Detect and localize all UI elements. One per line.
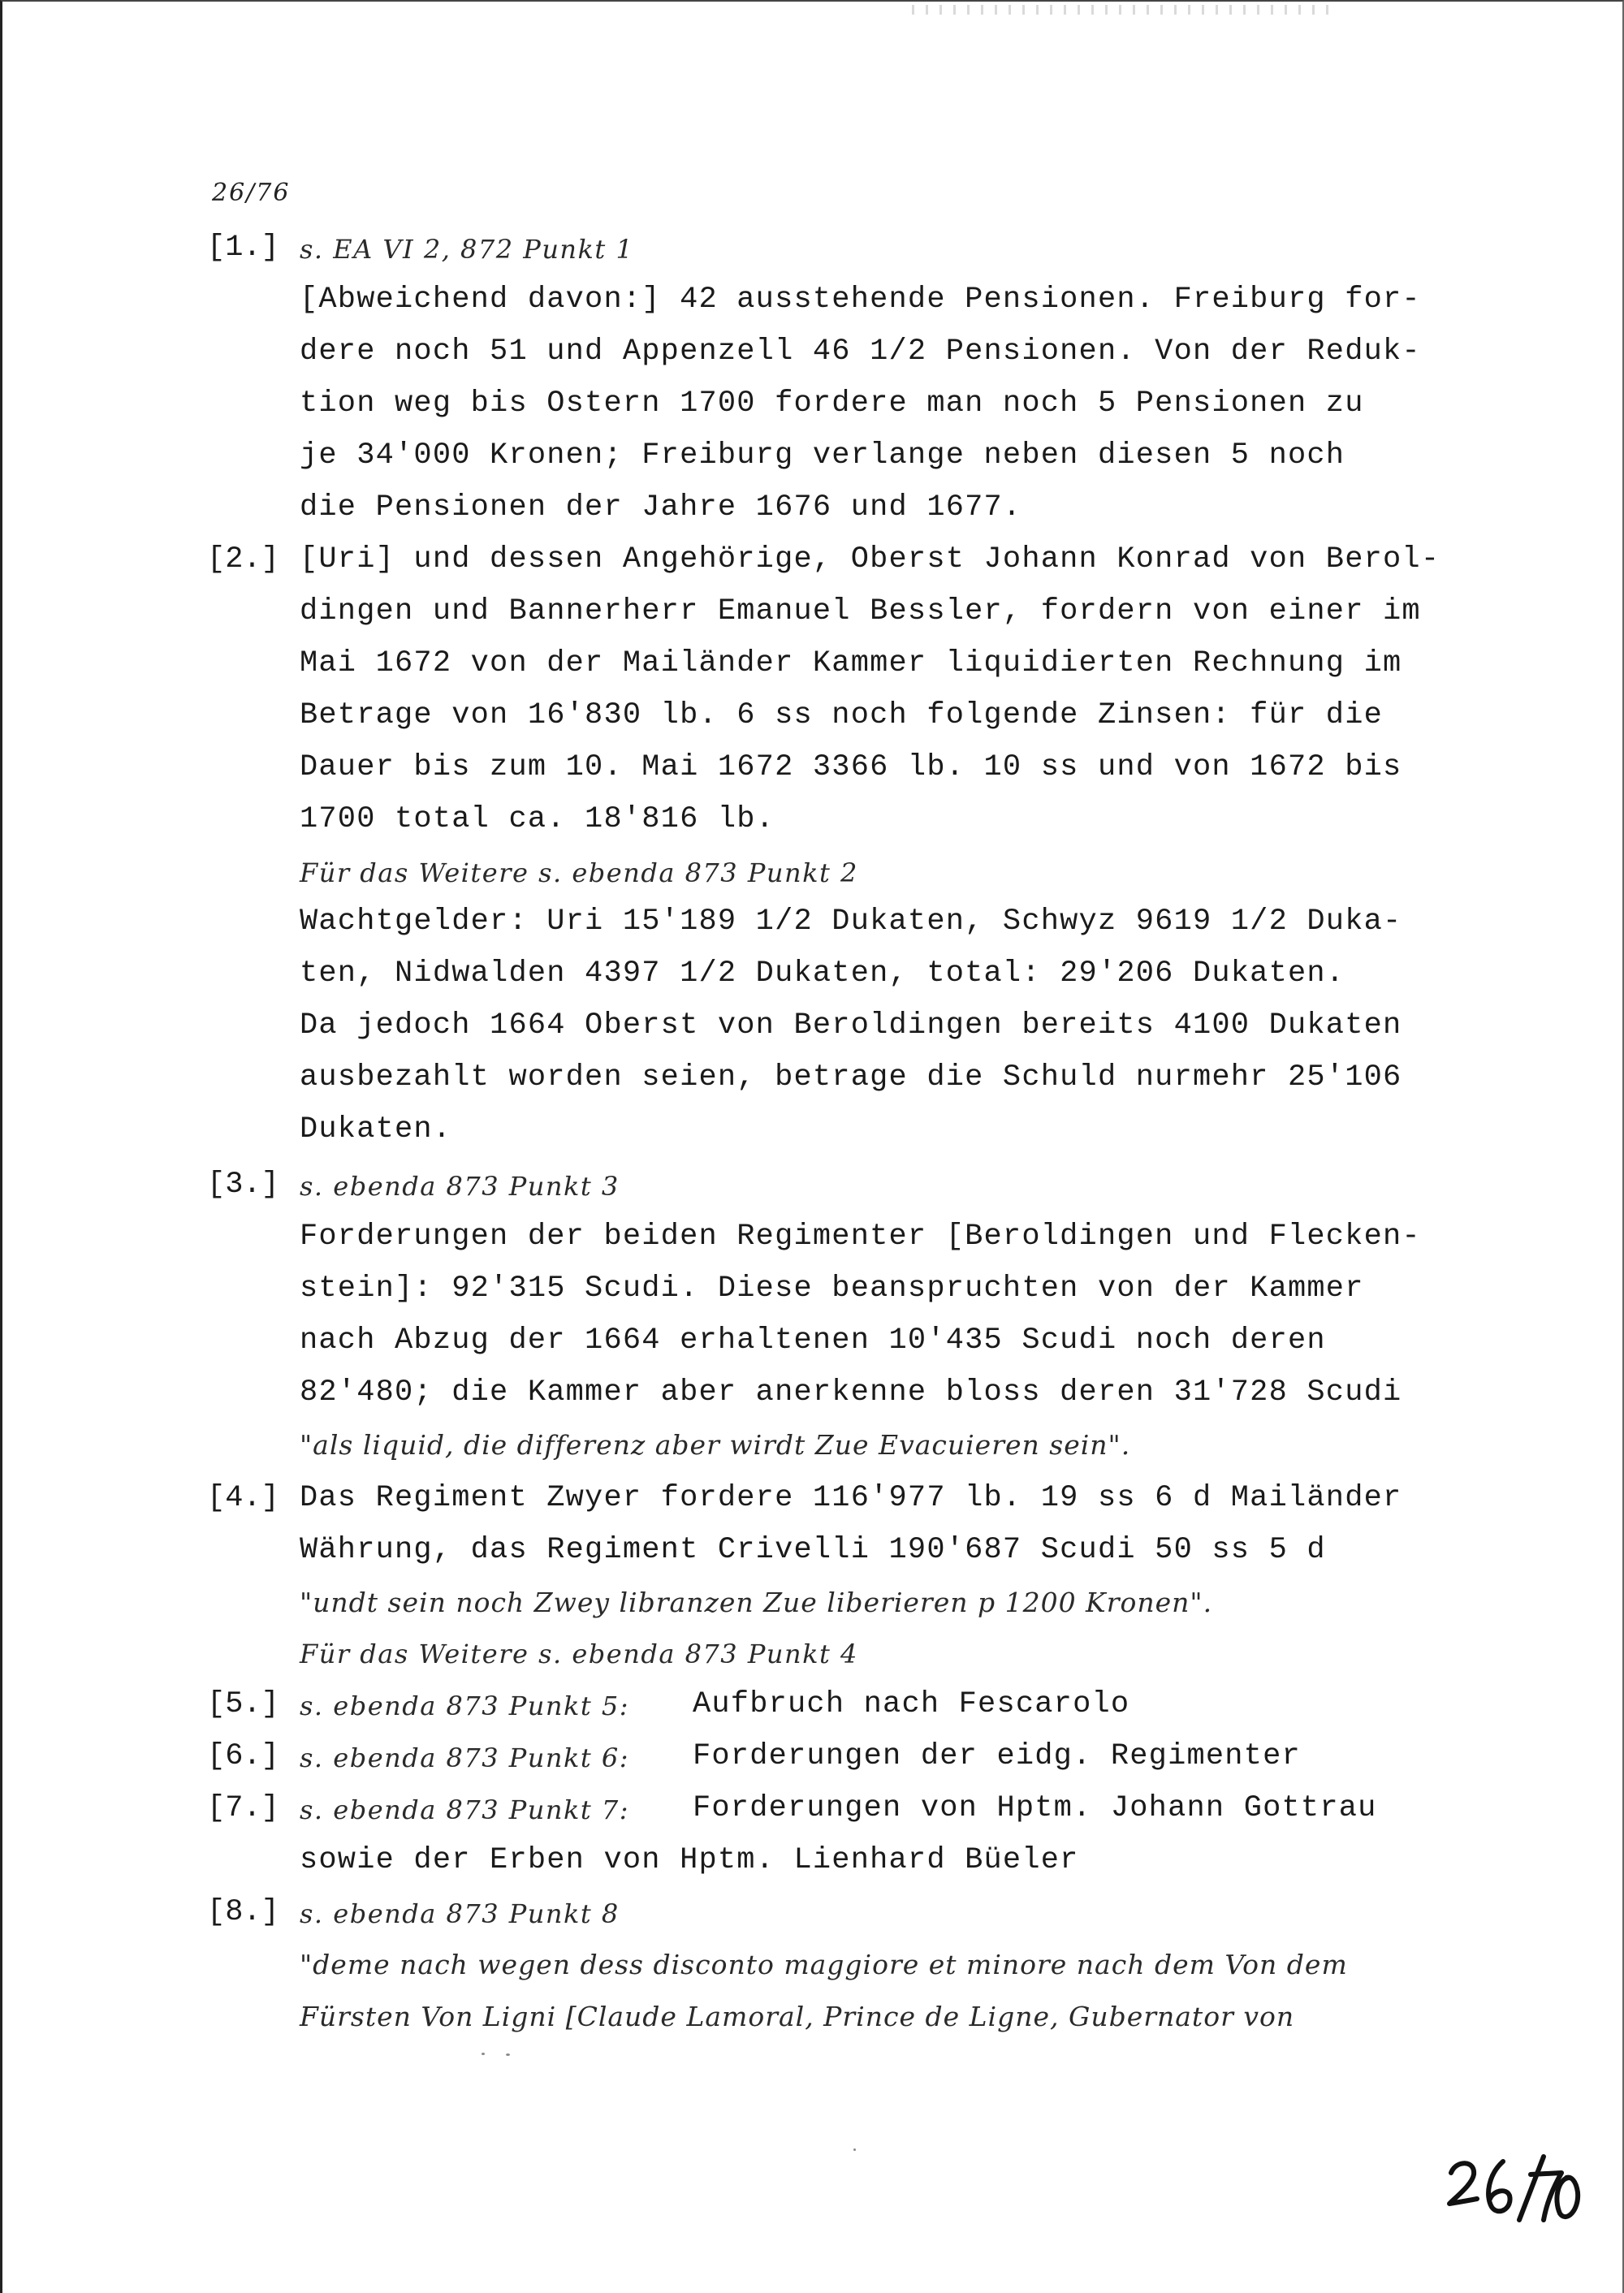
- entry-5-reference: s. ebenda 873 Punkt 5:: [300, 1691, 630, 1721]
- entry-number-7: [7.]: [207, 1791, 279, 1825]
- entry-4-line: Das Regiment Zwyer fordere 116'977 lb. 19 ss 6 d Mailänder: [300, 1481, 1402, 1515]
- entry-number-6: [6.]: [207, 1739, 279, 1773]
- entry-2-line: ausbezahlt worden seien, betrage die Schuld nurmehr 25'106: [300, 1060, 1402, 1095]
- entry-number-2: [2.]: [207, 542, 279, 576]
- entry-3-reference: s. ebenda 873 Punkt 3: [300, 1171, 620, 1202]
- entry-2-reference: Für das Weitere s. ebenda 873 Punkt 2: [300, 857, 858, 888]
- entry-2-line: Betrage von 16'830 lb. 6 ss noch folgende Zinsen: für die: [300, 698, 1384, 732]
- entry-4-reference: Für das Weitere s. ebenda 873 Punkt 4: [300, 1639, 858, 1669]
- entry-7-text: Forderungen von Hptm. Johann Gottrau: [693, 1791, 1377, 1825]
- entry-8-quote: "deme nach wegen dess disconto maggiore et minore nach dem Von dem: [300, 1949, 1348, 1980]
- entry-7-line: sowie der Erben von Hptm. Lienhard Büeler: [300, 1843, 1079, 1877]
- entry-number-5: [5.]: [207, 1687, 279, 1721]
- entry-2-line: ten, Nidwalden 4397 1/2 Dukaten, total: 29'206 Dukaten.: [300, 956, 1345, 991]
- scan-artifact: [912, 5, 1334, 15]
- scan-speck: [482, 2053, 485, 2055]
- entry-number-3: [3.]: [207, 1168, 279, 1202]
- entry-number-8: [8.]: [207, 1895, 279, 1929]
- entry-4-line: Währung, das Regiment Crivelli 190'687 Scudi 50 ss 5 d: [300, 1533, 1326, 1567]
- page-reference: 26/76: [212, 179, 291, 207]
- entry-2-line: Mai 1672 von der Mailänder Kammer liquidierten Rechnung im: [300, 646, 1402, 680]
- entry-2-line: 1700 total ca. 18'816 lb.: [300, 802, 775, 836]
- entry-6-reference: s. ebenda 873 Punkt 6:: [300, 1742, 630, 1773]
- scan-speck: [506, 2053, 510, 2056]
- entry-2-line: [Uri] und dessen Angehörige, Oberst Johann Konrad von Berol-: [300, 542, 1440, 576]
- entry-3-line: Forderungen der beiden Regimenter [Beroldingen und Flecken-: [300, 1220, 1421, 1254]
- entry-8-quote: Fürsten Von Ligni [Claude Lamoral, Prince de Ligne, Gubernator von: [300, 2001, 1295, 2032]
- entry-1-line: dere noch 51 und Appenzell 46 1/2 Pensionen. Von der Reduk-: [300, 335, 1421, 369]
- entry-1-reference: s. EA VI 2, 872 Punkt 1: [300, 234, 634, 265]
- entry-2-line: Dukaten.: [300, 1112, 452, 1146]
- entry-1-line: [Abweichend davon:] 42 ausstehende Pensionen. Freiburg for-: [300, 283, 1421, 317]
- entry-number-4: [4.]: [207, 1481, 279, 1515]
- entry-2-line: Dauer bis zum 10. Mai 1672 3366 lb. 10 ss und von 1672 bis: [300, 750, 1402, 784]
- entry-2-line: dingen und Bannerherr Emanuel Bessler, fordern von einer im: [300, 594, 1421, 628]
- entry-5-text: Aufbruch nach Fescarolo: [693, 1687, 1130, 1721]
- entry-3-line: nach Abzug der 1664 erhaltenen 10'435 Scudi noch deren: [300, 1324, 1326, 1358]
- entry-2-line: Wachtgelder: Uri 15'189 1/2 Dukaten, Schwyz 9619 1/2 Duka-: [300, 905, 1402, 939]
- entry-6-text: Forderungen der eidg. Regimenter: [693, 1739, 1301, 1773]
- entry-4-quote: "undt sein noch Zwey libranzen Zue liberieren p 1200 Kronen".: [300, 1587, 1213, 1618]
- handwritten-folio-number: [1440, 2142, 1586, 2231]
- entry-1-line: die Pensionen der Jahre 1676 und 1677.: [300, 490, 1022, 525]
- entry-7-reference: s. ebenda 873 Punkt 7:: [300, 1794, 630, 1825]
- entry-3-line: 82'480; die Kammer aber anerkenne bloss deren 31'728 Scudi: [300, 1375, 1402, 1410]
- entry-1-line: tion weg bis Ostern 1700 fordere man noch 5 Pensionen zu: [300, 386, 1364, 421]
- scan-speck: [853, 2148, 856, 2151]
- entry-number-1: [1.]: [207, 231, 279, 265]
- entry-3-line: stein]: 92'315 Scudi. Diese beanspruchten von der Kammer: [300, 1272, 1364, 1306]
- entry-2-line: Da jedoch 1664 Oberst von Beroldingen bereits 4100 Dukaten: [300, 1008, 1402, 1043]
- entry-8-reference: s. ebenda 873 Punkt 8: [300, 1898, 620, 1929]
- entry-3-quote: "als liquid, die differenz aber wirdt Zue Evacuieren sein".: [300, 1429, 1131, 1461]
- entry-1-line: je 34'000 Kronen; Freiburg verlange neben diesen 5 noch: [300, 438, 1345, 473]
